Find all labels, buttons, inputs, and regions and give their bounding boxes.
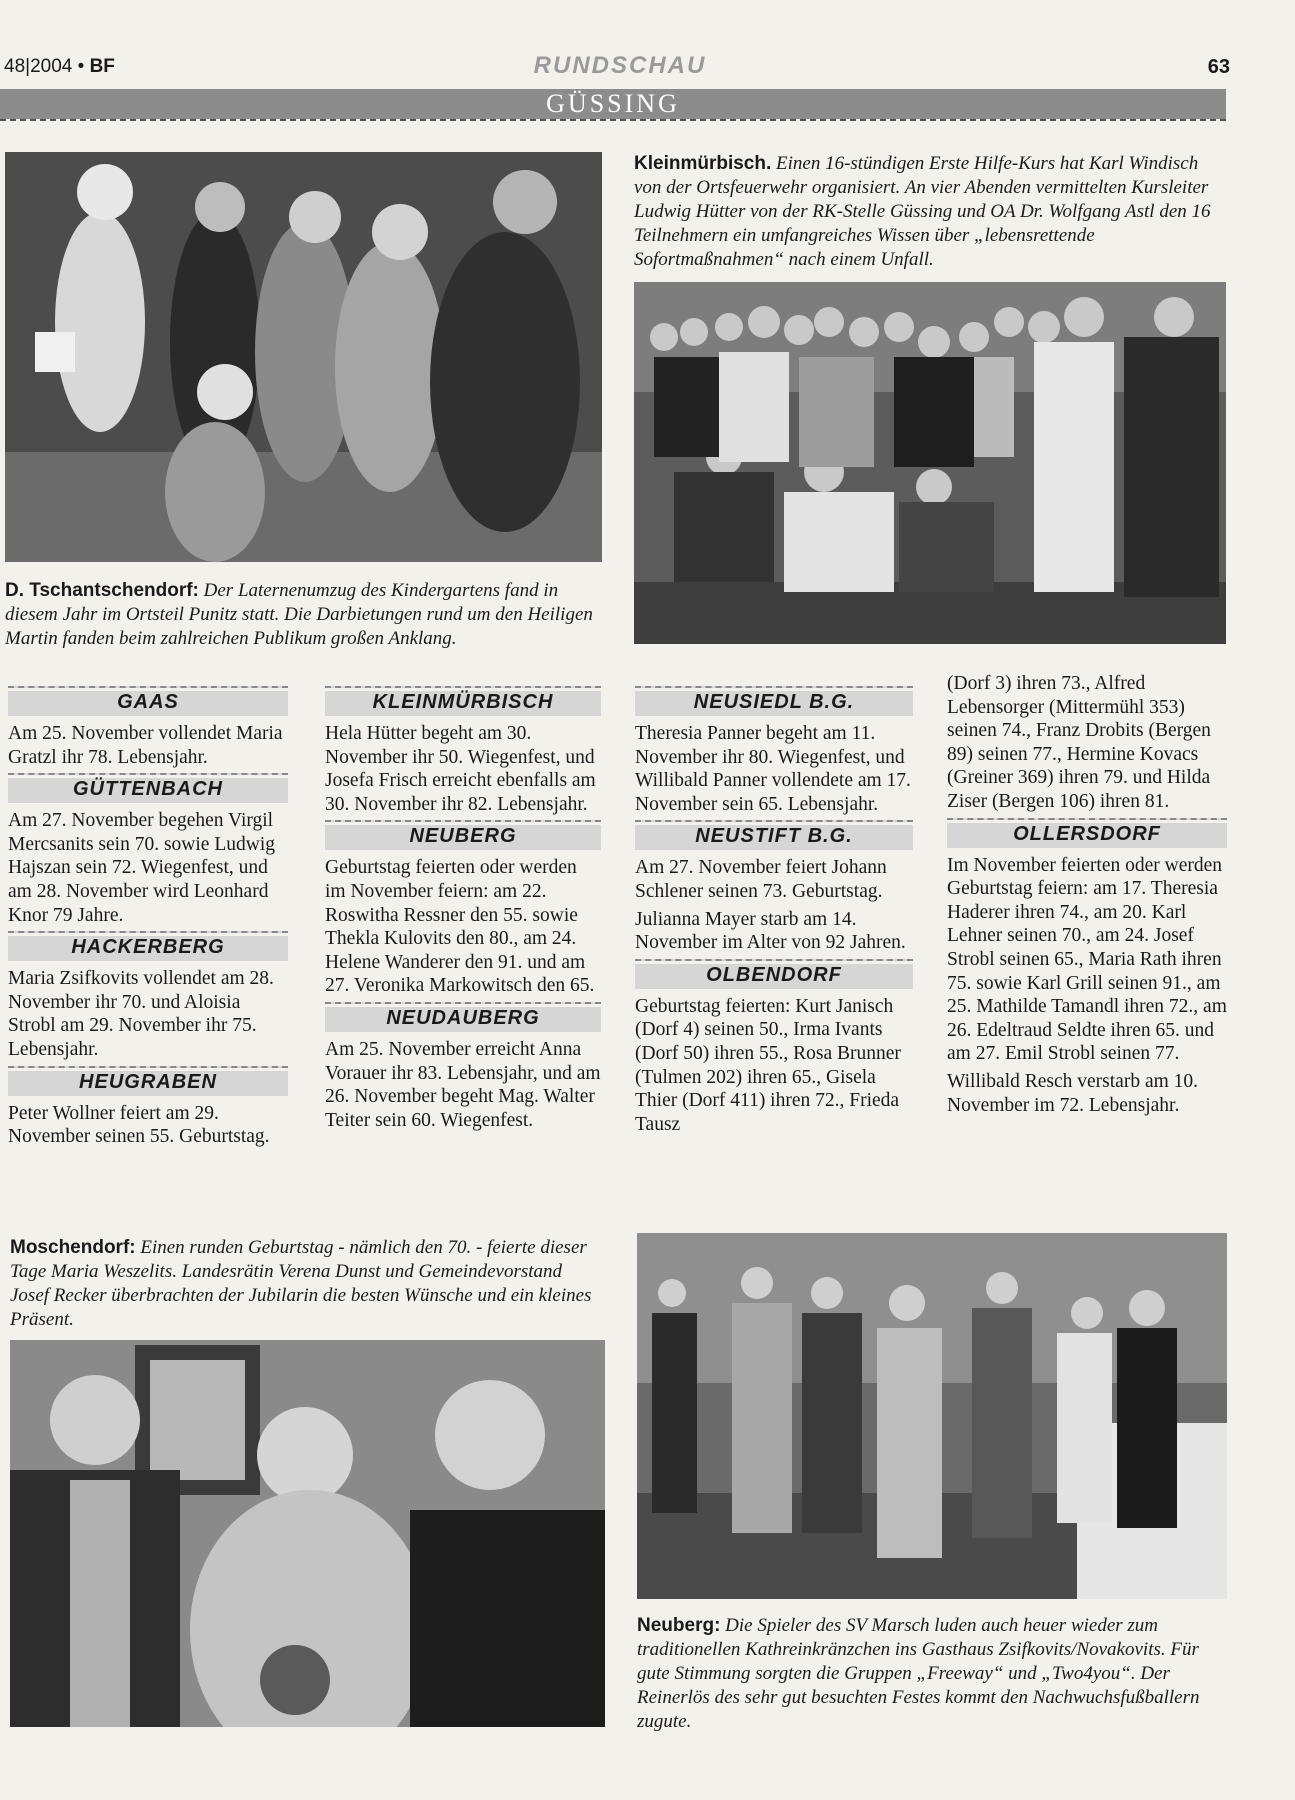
section-name: RUNDSCHAU [533, 52, 707, 79]
section-text-guettenbach: Am 27. November begehen Virgil Mercsanits sein 70. sowie Ludwig Hajszan sein 72. Wiegenfest, und am 28. November wird Leonhard Knor 79 Jahre. [8, 810, 276, 926]
caption-place: Neuberg: [637, 1615, 721, 1636]
section-text-olbendorf: Geburtstag feierten: Kurt Janisch (Dorf 4) seinen 50., Irma Ivants (Dorf 50) ihren 55., Rosa Brunner (Tulmen 202) ihren 65., Gisela Thier (Dorf 411) ihren 72., Frieda Tausz [635, 995, 901, 1135]
section-text-olbendorf-cont: (Dorf 3) ihren 73., Alfred Lebensorger (Mittermühl 353) seinen 74., Franz Drobits (Bergen 89) seinen 77., Hermine Kovacs (Greiner 369) ihren 79. und Hilda Ziser (Bergen 106) ihren 81. [947, 673, 1211, 812]
section-header-gaas: GAAS [8, 686, 288, 716]
caption-tschantschendorf [5, 579, 605, 651]
section-text-neustift-2: Julianna Mayer starb am 14. November im Alter von 92 Jahren. [635, 908, 906, 954]
photo-first-aid-course-group [634, 282, 1226, 644]
section-text-neustift-1: Am 27. November feiert Johann Schlener seinen 73. Geburtstag. [635, 857, 887, 902]
column-4 [947, 672, 1227, 1121]
caption-place: D. Tschantschendorf: [5, 580, 199, 601]
caption-moschendorf [10, 1236, 605, 1332]
paper-name: BF [89, 56, 115, 77]
caption-place: Kleinmürbisch. [634, 153, 772, 174]
page-number: 63 [1207, 56, 1230, 78]
section-header-guettenbach: GÜTTENBACH [8, 773, 288, 803]
photo-lantern-procession [5, 152, 602, 562]
section-header-neuberg: NEUBERG [325, 820, 601, 850]
column-2 [325, 682, 601, 1136]
section-text-hackerberg: Maria Zsifkovits vollendet am 28. November ihr 70. und Aloisia Strobl am 29. November ihr 75. Lebensjahr. [8, 968, 274, 1060]
issue-number: 48|2004 • [4, 56, 85, 77]
caption-text: Einen 16-stündigen Erste Hilfe-Kurs hat Karl Windisch von der Ortsfeuerwehr organisiert. An vier Abenden vermittelten Kursleiter Ludwig Hütter von der RK-Stelle Güssing und OA Dr. Wolfgang Astl den 16 Teilnehmern ein umfangreiches Wissen über „lebensrettende Sofortmaßnahmen“ nach einem Unfall. [634, 153, 1211, 270]
region-title: GÜSSING [546, 89, 680, 118]
section-text-neudauberg: Am 25. November erreicht Anna Vorauer ihr 83. Lebensjahr, und am 26. November begeht Mag. Walter Teiter sein 60. Wiegenfest. [325, 1038, 601, 1131]
section-text-ollersdorf-2: Willibald Resch verstarb am 10. November im 72. Lebensjahr. [947, 1070, 1199, 1116]
section-header-neustift: NEUSTIFT B.G. [635, 820, 913, 850]
section-header-hackerberg: HACKERBERG [8, 931, 288, 961]
caption-kleinmuerbisch [634, 152, 1219, 272]
photo-dance-event [637, 1233, 1227, 1599]
section-text-neuberg: Geburtstag feierten oder werden im November feiern: am 22. Roswitha Ressner den 55. sowie Thekla Kulovits den 80., am 24. Helene Wanderer den 91. und am 27. Veronika Markowitsch den 65. [325, 857, 595, 997]
section-header-kleinmuerbisch: KLEINMÜRBISCH [325, 686, 601, 716]
section-text-heugraben: Peter Wollner feiert am 29. November seinen 55. Geburtstag. [8, 1102, 270, 1148]
issue-info [4, 56, 115, 78]
caption-text: Einen runden Geburtstag - nämlich den 70. - feierte dieser Tage Maria Weszelits. Landesrätin Verena Dunst und Gemeindevorstand Josef Recker überbrachten der Jubilarin die besten Wünsche und ein kleines Präsent. [10, 1237, 592, 1330]
section-text-ollersdorf-1: Im November feierten oder werden Geburtstag feiern: am 17. Theresia Haderer ihren 74., am 20. Karl Lehner seinen 70., am 24. Josef Strobl seinen 65., Maria Rath ihren 75. sowie Karl Grill seinen 91., am 25. Mathilde Tamandl ihren 72., am 26. Edeltraud Seldte ihren 65. und am 27. Emil Strobl seinen 77. [947, 854, 1227, 1065]
band-divider [0, 119, 1226, 121]
section-header-neusiedl: NEUSIEDL B.G. [635, 686, 913, 716]
caption-text: Der Laternenumzug des Kindergartens fand in diesem Jahr im Ortsteil Punitz statt. Die Darbietungen rund um den Heiligen Martin fanden beim zahlreichen Publikum großen Anklang. [5, 580, 593, 649]
column-1 [8, 682, 288, 1153]
photo-birthday-visit [10, 1340, 605, 1727]
section-text-gaas: Am 25. November vollendet Maria Gratzl ihr 78. Lebensjahr. [8, 723, 283, 768]
caption-text: Die Spieler des SV Marsch luden auch heuer wieder zum traditionellen Kathreinkränzchen ins Gasthaus Zsifkovits/Novakovits. Für gute Stimmung sorgten die Gruppen „Freeway“ und „Two4you“. Der Reinerlös des sehr gut besuchten Festes kommt den Nachwuchsfußballern zugute. [637, 1615, 1200, 1732]
column-3 [635, 682, 913, 1140]
caption-neuberg [637, 1614, 1227, 1734]
section-header-ollersdorf: OLLERSDORF [947, 818, 1227, 848]
section-text-neusiedl: Theresia Panner begeht am 11. November ihr 80. Wiegenfest, und Willibald Panner vollendete am 17. November sein 65. Lebensjahr. [635, 723, 911, 815]
section-header-heugraben: HEUGRABEN [8, 1066, 288, 1096]
section-header-olbendorf: OLBENDORF [635, 959, 913, 989]
caption-place: Moschendorf: [10, 1237, 136, 1258]
section-header-neudauberg: NEUDAUBERG [325, 1002, 601, 1032]
section-text-kleinmuerbisch: Hela Hütter begeht am 30. November ihr 50. Wiegenfest, und Josefa Frisch erreicht ebenfalls am 30. November ihr 82. Lebensjahr. [325, 723, 596, 815]
